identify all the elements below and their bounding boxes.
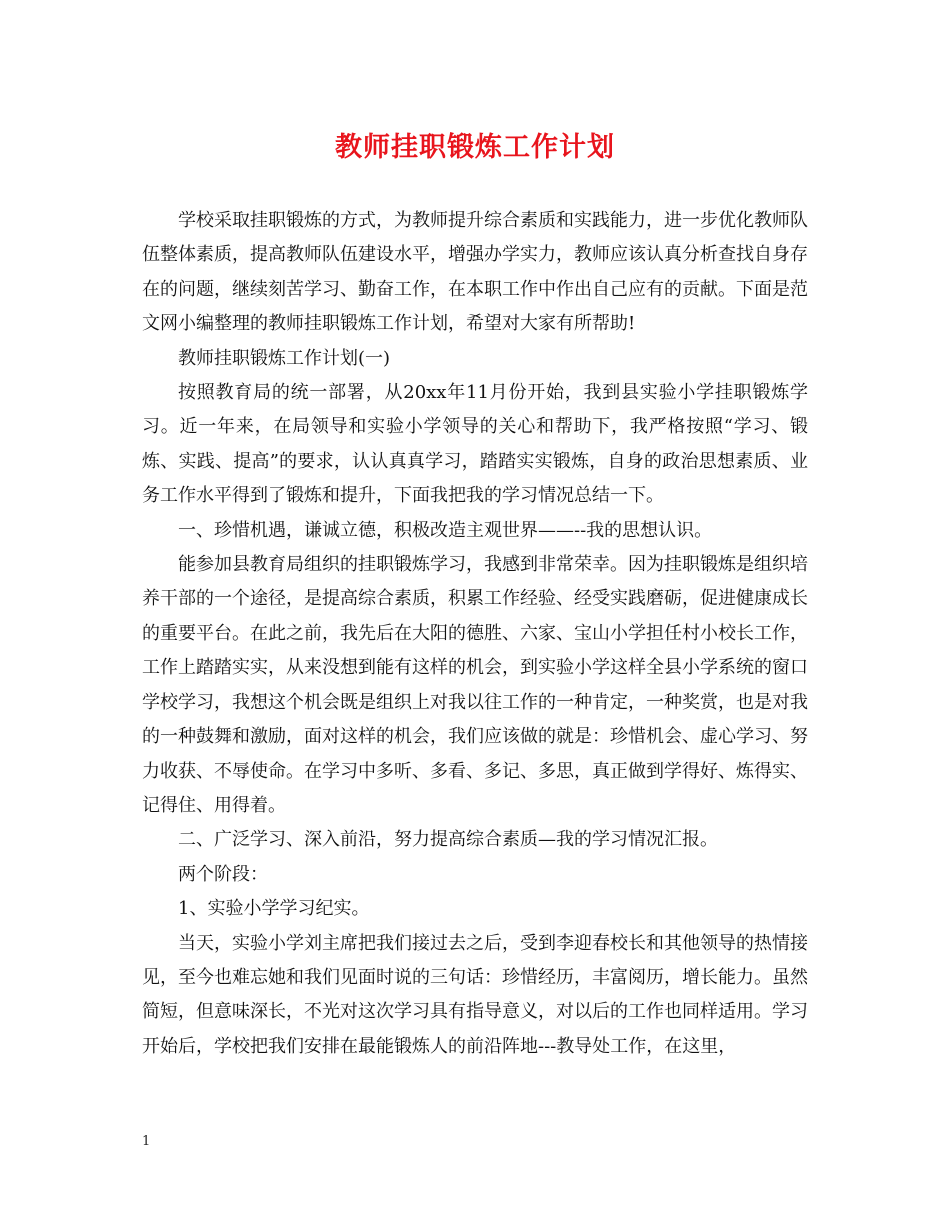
- paragraph-background: 按照教育局的统一部署，从20xx年11月份开始，我到县实验小学挂职锻炼学习。近一年来，在局领导和实验小学领导的关心和帮助下，我严格按照“学习、锻炼、实践、提高”的要求，认认真真学习，踏踏实实锻炼，自身的政治思想素质、业务工作水平得到了锻炼和提升，下面我把我的学习情况总结一下。: [142, 382, 808, 507]
- page-number: 1: [142, 1134, 151, 1149]
- paragraph-heading-two: 二、广泛学习、深入前沿，努力提高综合素质—我的学习情况汇报。: [178, 829, 718, 851]
- document-body: [142, 204, 808, 1064]
- paragraph-thoughts: 能参加县教育局组织的挂职锻炼学习，我感到非常荣幸。因为挂职锻炼是组织培养干部的一个途径，是提高综合素质，积累工作经验、经受实践磨砺，促进健康成长的重要平台。在此之前，我先后在大阳的德胜、六家、宝山小学担任村小校长工作，工作上踏踏实实，从来没想到能有这样的机会，到实验小学这样全县小学系统的窗口学校学习，我想这个机会既是组织上对我以往工作的一种肯定，一种奖赏，也是对我的一种鼓舞和激励，面对这样的机会，我们应该做的就是：珍惜机会、虚心学习、努力收获、不辱使命。在学习中多听、多看、多记、多思，真正做到学得好、炼得实、记得住、用得着。: [142, 554, 808, 816]
- paragraph-stage-one-record: 当天，实验小学刘主席把我们接过去之后，受到李迎春校长和其他领导的热情接见，至今也难忘她和我们见面时说的三句话：珍惜经历，丰富阅历，增长能力。虽然简短，但意味深长，不光对这次学习具有指导意义，对以后的工作也同样适用。学习开始后，学校把我们安排在最能锻炼人的前沿阵地---教导处工作，在这里，: [142, 932, 808, 1057]
- paragraph-heading-one: 一、珍惜机遇，谦诚立德，积极改造主观世界——--我的思想认识。: [178, 519, 713, 541]
- paragraph-two-stages: 两个阶段：: [178, 863, 268, 885]
- document-title: 教师挂职锻炼工作计划: [335, 132, 615, 163]
- paragraph-stage-one-heading: 1、实验小学学习纪实。: [178, 898, 370, 920]
- paragraph-intro: 学校采取挂职锻炼的方式，为教师提升综合素质和实践能力，进一步优化教师队伍整体素质，提高教师队伍建设水平，增强办学实力，教师应该认真分析查找自身存在的问题，继续刻苦学习、勤奋工作，在本职工作中作出自己应有的贡献。下面是范文网小编整理的教师挂职锻炼工作计划，希望对大家有所帮助!: [142, 210, 808, 335]
- paragraph-section-heading: 教师挂职锻炼工作计划(一): [178, 347, 391, 369]
